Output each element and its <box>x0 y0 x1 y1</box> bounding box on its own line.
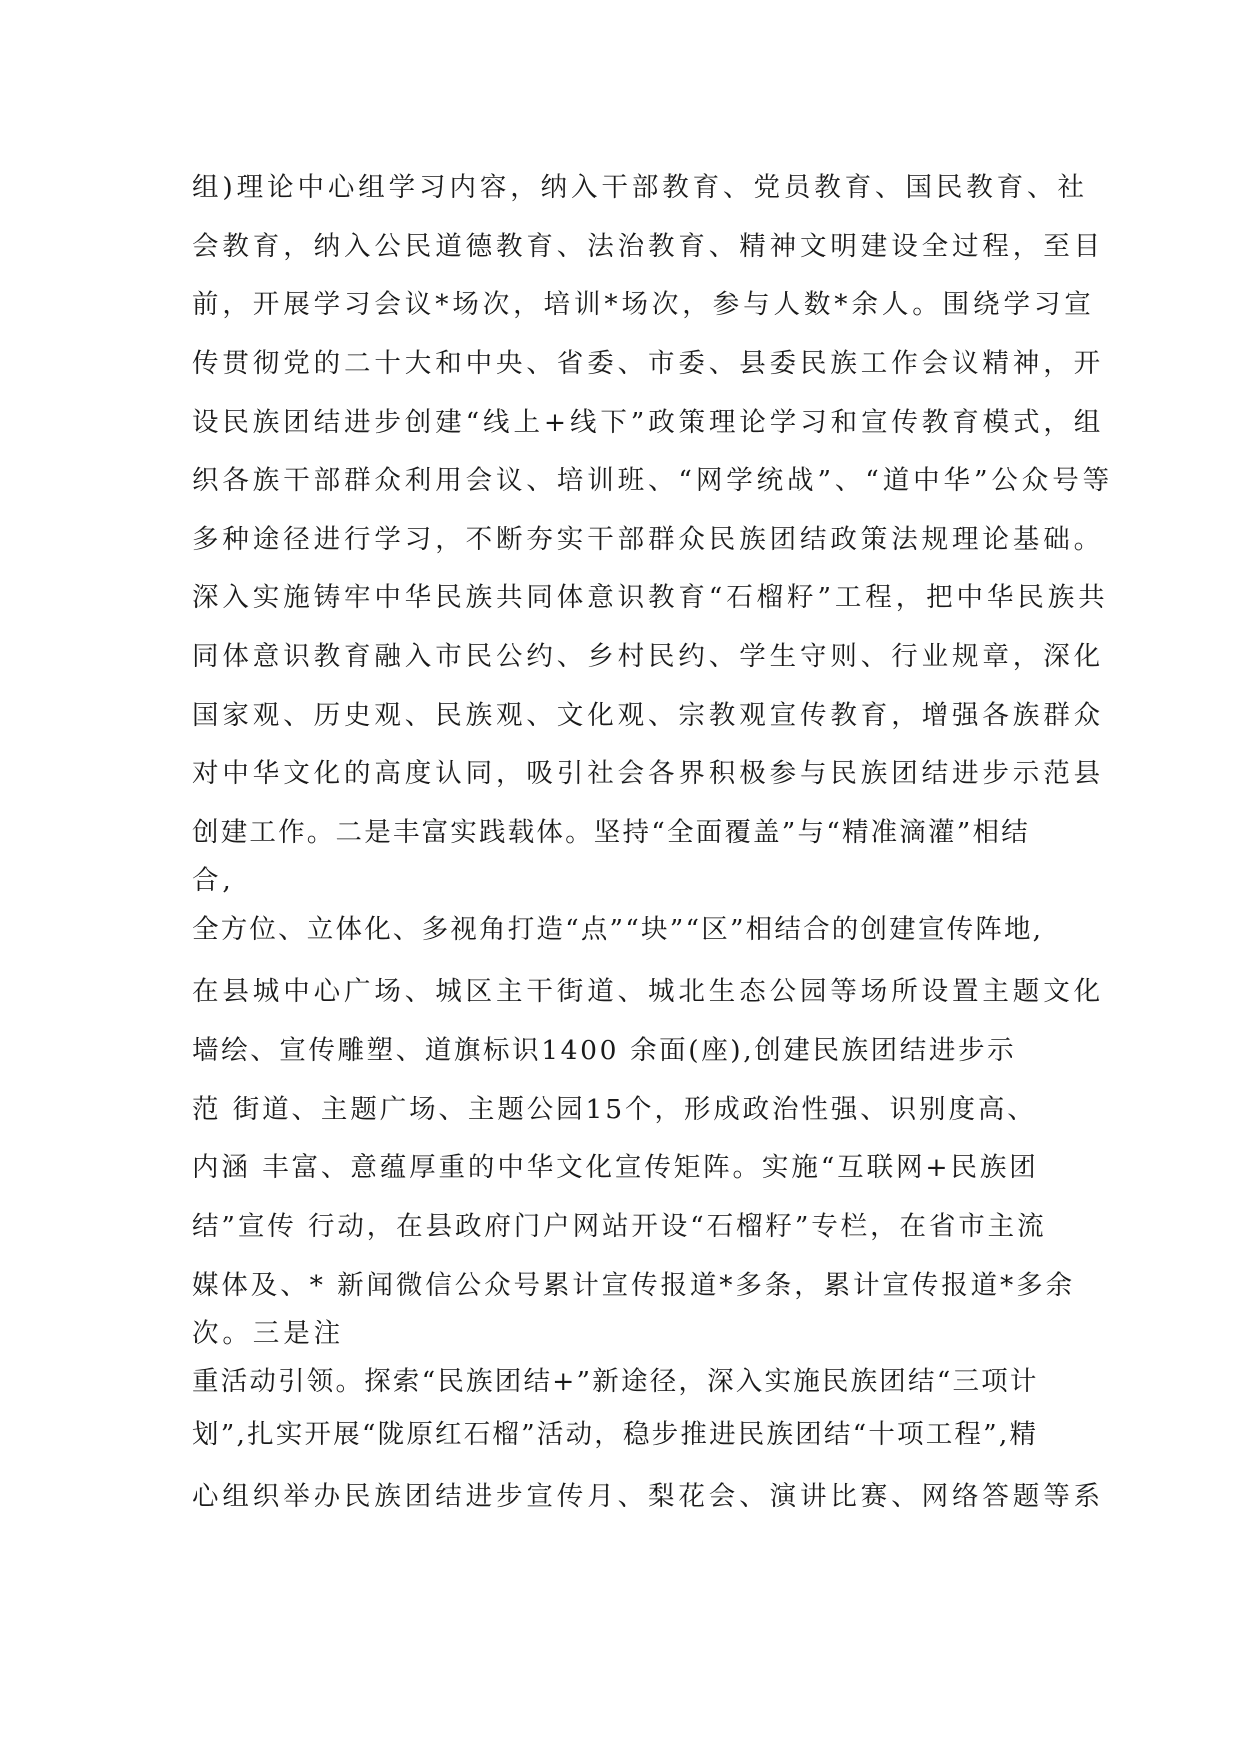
text-line: 划”,扎实开展“陇原红石榴”活动，稳步推进民族团结“十项工程”,精 <box>192 1419 1039 1450</box>
text-line: 多种途径进行学习，不断夯实干部群众民族团结政策法规理论基础。 <box>192 524 1104 555</box>
text-line: 会教育，纳入公民道德教育、法治教育、精神文明建设全过程，至目 <box>192 231 1104 262</box>
text-line: 国家观、历史观、民族观、文化观、宗教观宣传教育，增强各族群众 <box>192 700 1104 731</box>
text-line: 心组织举办民族团结进步宣传月、梨花会、演讲比赛、网络答题等系 <box>192 1481 1104 1512</box>
text-line: 深入实施铸牢中华民族共同体意识教育“石榴籽”工程，把中华民族共 <box>192 582 1109 613</box>
text-line: 墙绘、宣传雕塑、道旗标识1400 余面(座),创建民族团结进步示 <box>192 1035 1017 1066</box>
text-line: 组)理论中心组学习内容，纳入干部教育、党员教育、国民教育、社 <box>192 172 1088 203</box>
text-line: 重活动引领。探索“民族团结+”新途径，深入实施民族团结“三项计 <box>192 1366 1039 1397</box>
text-line: 范 街道、主题广场、主题公园15个，形成政治性强、识别度高、 <box>192 1094 1037 1125</box>
text-line: 创建工作。二是丰富实践载体。坚持“全面覆盖”与“精准滴灌”相结 <box>192 817 1030 848</box>
text-line: 同体意识教育融入市民公约、乡村民约、学生守则、行业规章，深化 <box>192 641 1104 672</box>
text-line: 设民族团结进步创建“线上+线下”政策理论学习和宣传教育模式，组 <box>192 407 1105 438</box>
text-line: 织各族干部群众利用会议、培训班、“网学统战”、“道中华”公众号等 <box>192 465 1113 496</box>
text-line: 媒体及、* 新闻微信公众号累计宣传报道*多条，累计宣传报道*多余 <box>192 1270 1075 1301</box>
text-line: 全方位、立体化、多视角打造“点”“块”“区”相结合的创建宣传阵地, <box>192 914 1044 945</box>
text-line: 传贯彻党的二十大和中央、省委、市委、县委民族工作会议精神，开 <box>192 348 1104 379</box>
text-line: 合, <box>192 865 235 896</box>
text-line: 结”宣传 行动，在县政府门户网站开设“石榴籽”专栏，在省市主流 <box>192 1211 1047 1242</box>
text-line: 前，开展学习会议*场次，培训*场次，参与人数*余人。围绕学习宣 <box>192 289 1095 320</box>
text-line: 内涵 丰富、意蕴厚重的中华文化宣传矩阵。实施“互联网+民族团 <box>192 1152 1039 1183</box>
text-line: 在县城中心广场、城区主干街道、城北生态公园等场所设置主题文化 <box>192 976 1104 1007</box>
text-line: 次。三是注 <box>192 1318 344 1349</box>
text-line: 对中华文化的高度认同，吸引社会各界积极参与民族团结进步示范县 <box>192 758 1104 789</box>
